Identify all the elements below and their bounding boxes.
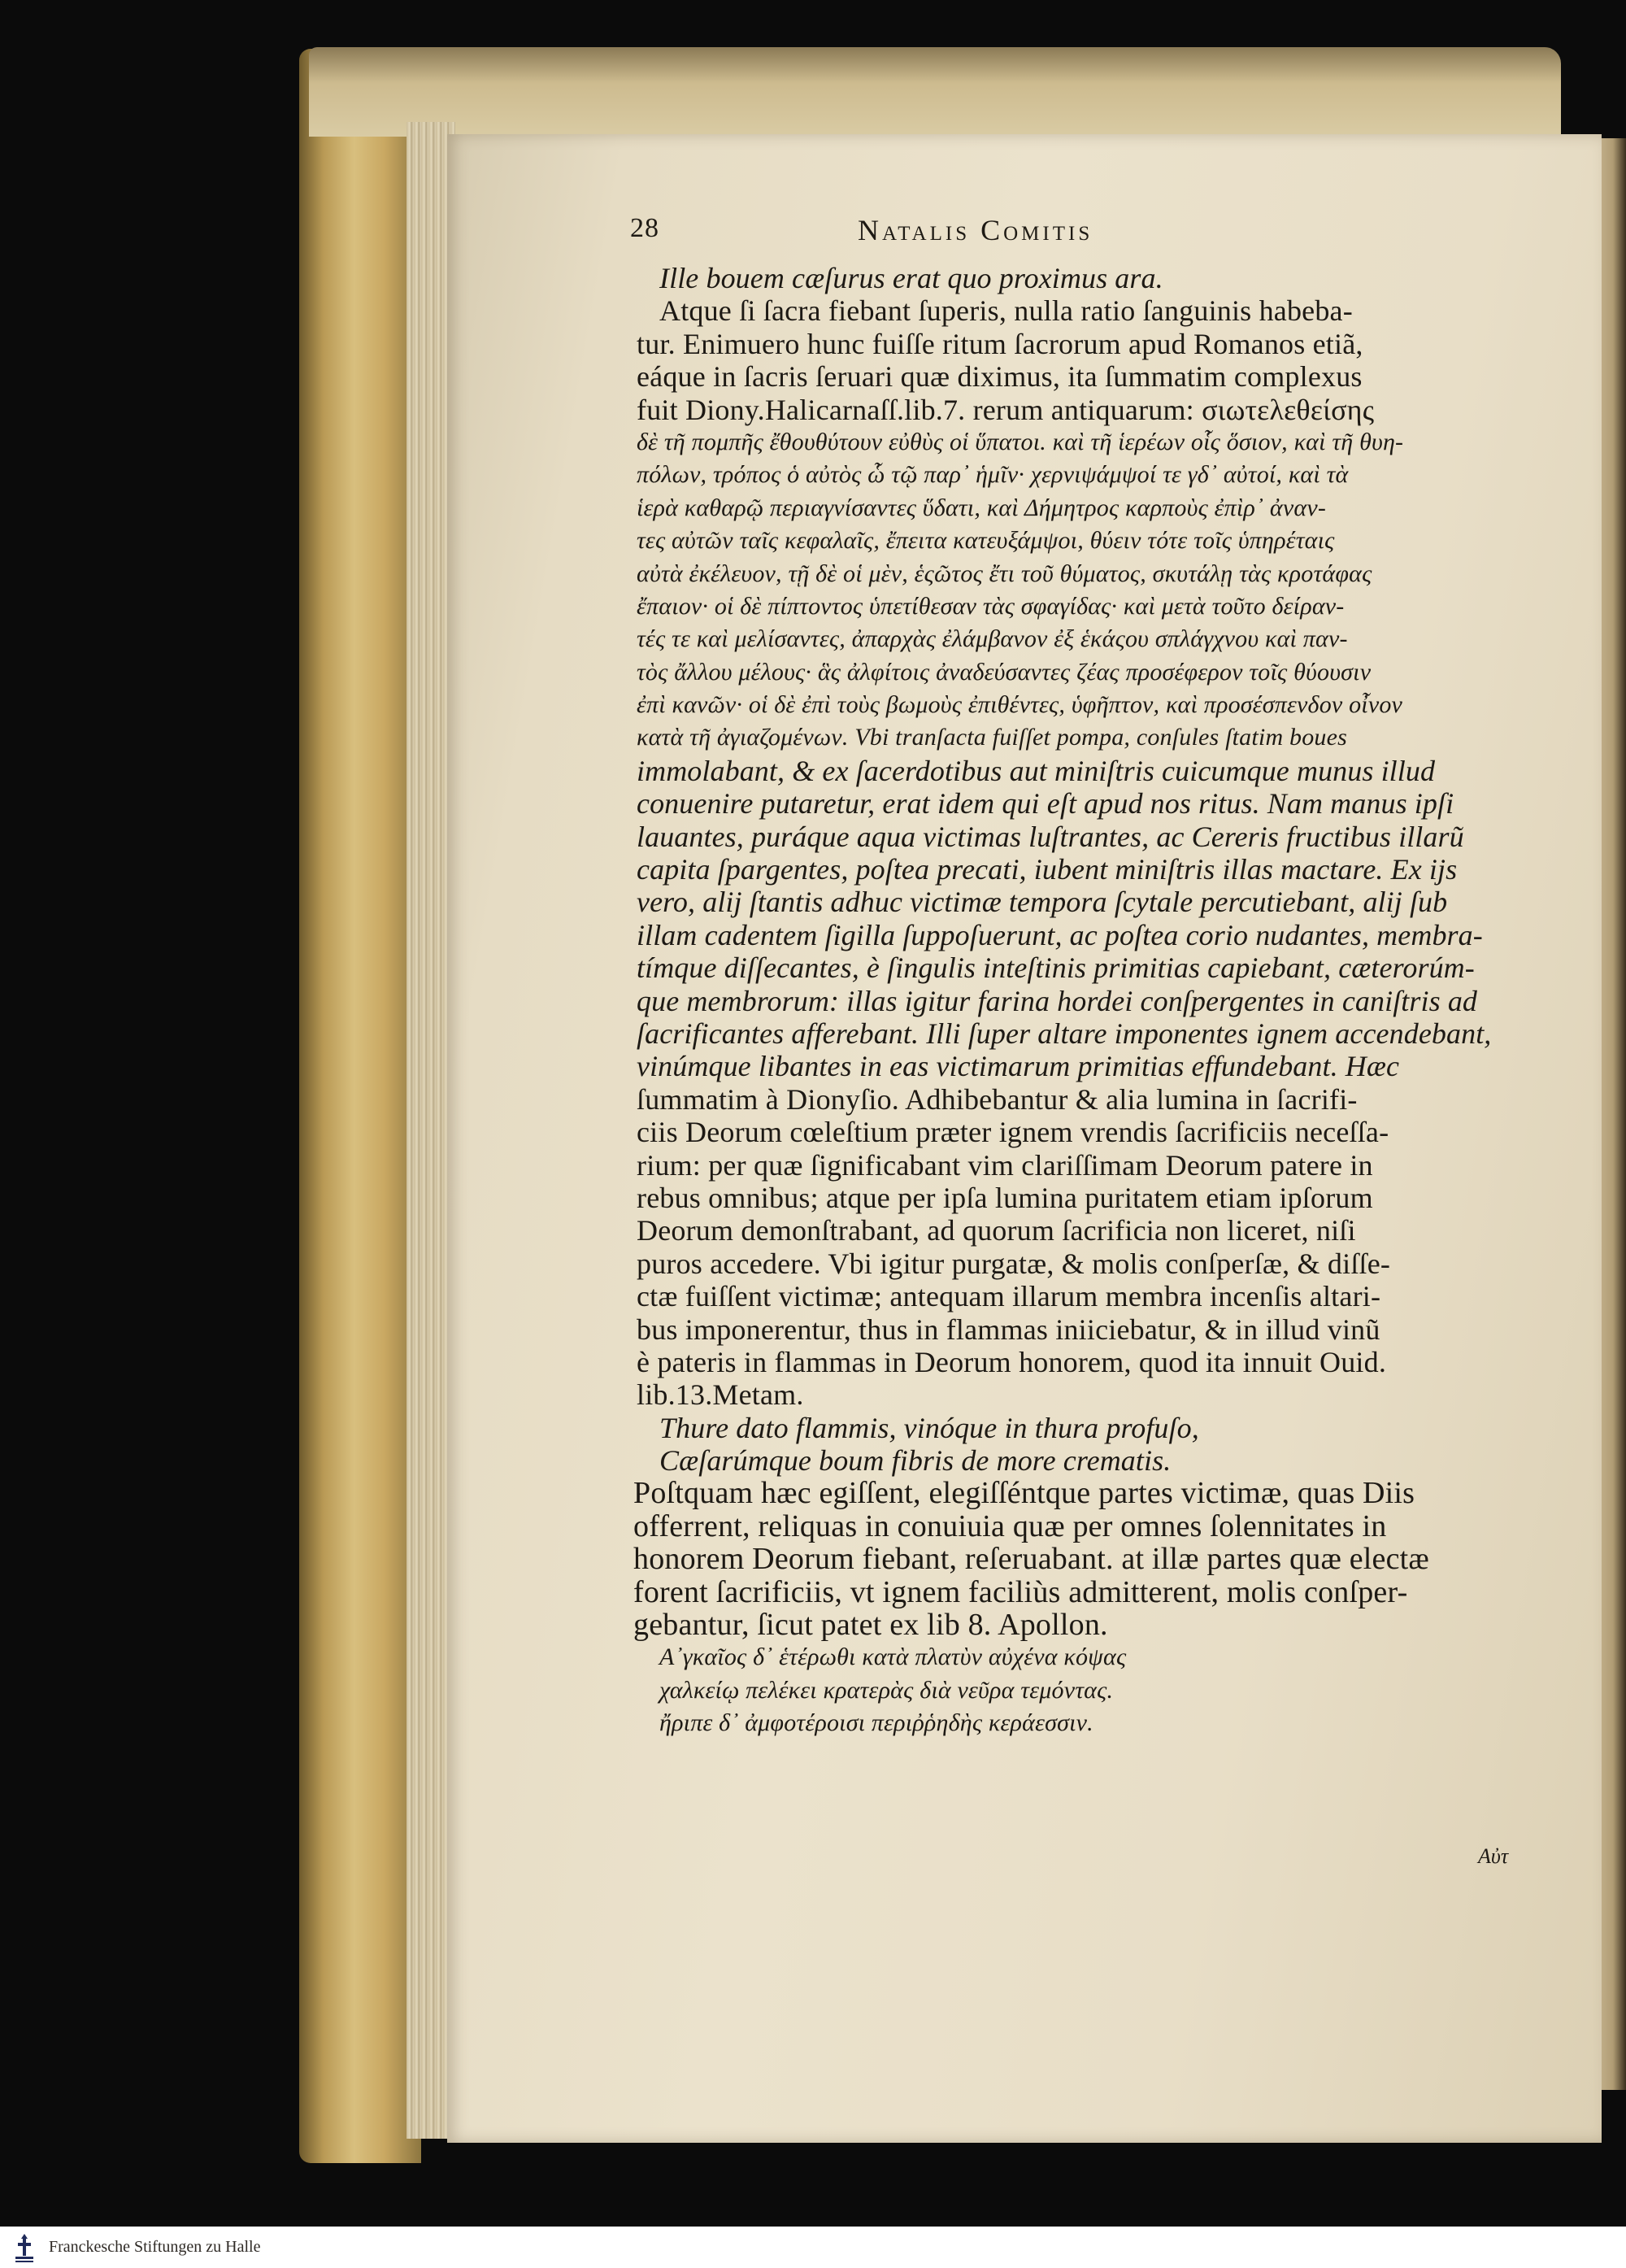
text-line: è pateris in flammas in Deorum honorem, quod ita innuit Ouid. [637, 1345, 1387, 1378]
text-line: illam cadentem ſigilla ſuppoſuerunt, ac poſtea corio nudantes, membra- [637, 918, 1483, 951]
text-line: ctæ fuiſſent victimæ; antequam illarum membra incenſis altari- [637, 1280, 1381, 1313]
text-line: gebantur, ſicut patet ex lib 8. Apollon. [633, 1608, 1108, 1643]
text-line: ἔπαιον· οἱ δὲ πίπτοντος ὑπετίθεσαν τὰς σφαγίδας· καὶ μετὰ τοῦτο δείραν- [637, 592, 1345, 620]
binding-vellum [299, 49, 421, 2163]
text-line: puros accedere. Vbi igitur purgatæ, & molis conſperſæ, & diſſe- [637, 1247, 1391, 1280]
text-line: δὲ τῆ πομπῆς ἔθουθύτουν εὐθὺς οἱ ὕπατοι. καὶ τῆ ἱερέων οἷς ὅσιον, καὶ τῆ θυη- [637, 428, 1404, 455]
text-line: ſummatim à Dionyſio. Adhibebantur & alia lumina in ſacrifi- [637, 1082, 1358, 1116]
text-line: eáque in ſacris ſeruari quæ diximus, ita ſummatim complexus [637, 360, 1363, 394]
text-line: forent ſacrificiis, vt ignem faciliùs admitterent, molis conſper- [633, 1574, 1408, 1609]
text-line: rebus omnibus; atque per ipſa lumina puritatem etiam ipſorum [637, 1181, 1373, 1214]
text-line: Cæſarúmque boum fibris de more crematis. [659, 1444, 1172, 1478]
text-line: offerrent, reliquas in conuiuia quæ per omnes ſolennitates in [633, 1508, 1387, 1543]
text-line: ἱερὰ καθαρῷ περιαγνίσαντες ὕδατι, καὶ Δήμητρος καρποὺς ἐπὶρ᾽ ἀναν- [637, 494, 1327, 521]
text-line: Thure dato flammis, vinóque in thura profuſo, [659, 1411, 1199, 1444]
text-line: τες αὐτῶν ταῖς κεφαλαῖς, ἔπειτα κατευξάμψοι, θύειν τότε τοῖς ὑπηρέταις [637, 527, 1335, 555]
text-line: Atque ſi ſacra fiebant ſuperis, nulla ratio ſanguinis habeba- [659, 294, 1353, 328]
text-line: vero, alij ſtantis adhuc victimæ tempora ſcytale percutiebant, alij ſub [637, 886, 1448, 919]
text-line: que membrorum: illas igitur farina hordei conſpergentes in caniſtris ad [637, 984, 1478, 1017]
text-line: immolabant, & ex ſacerdotibus aut miniſtris cuicumque munus illud [637, 754, 1436, 787]
text-line: vinúmque libantes in eas victimarum primitias effundebant. Hæc [637, 1050, 1400, 1083]
footer-institution: Franckesche Stiftungen zu Halle [49, 2238, 261, 2256]
franckesche-logo-icon [11, 2231, 37, 2264]
text-line: Poſtquam hæc egiſſent, elegiſſéntque partes victimæ, quas Diis [633, 1476, 1415, 1511]
text-line: conuenire putaretur, erat idem qui eſt apud nos ritus. Nam manus ipſi [637, 787, 1454, 821]
text-line: τές τε καὶ μελίσαντες, ἀπαρχὰς ἐλάμβανον ἐξ ἑκάςου σπλάγχνου καὶ παν- [637, 625, 1348, 653]
text-line: χαλκείῳ πελέκει κρατερὰς διὰ νεῦρα τεμόντας. [659, 1676, 1114, 1704]
text-line: αὐτὰ ἐκέλευον, τῇ δὲ οἱ μὲν, ἑςῶτος ἔτι τοῦ θύματος, σκυτάλῃ τὰς κροτάφας [637, 559, 1372, 587]
text-line: tímque diſſecantes, è ſingulis inteſtinis primitias capiebant, cæterorúm- [637, 951, 1475, 985]
text-line: Deorum demonſtrabant, ad quorum ſacrificia non liceret, niſi [637, 1214, 1356, 1247]
text-line: Ille bouem cæſurus erat quo proximus ara. [659, 262, 1163, 294]
text-line: fuit Diony.Halicarnaſſ.lib.7. rerum antiquarum: σιωτελεθείσης [637, 393, 1375, 426]
text-line: tur. Enimuero hunc fuiſſe ritum ſacrorum apud Romanos etiã, [637, 327, 1363, 360]
catchword: Αὐτ [1478, 1844, 1509, 1868]
binding-top-edge [309, 47, 1561, 137]
text-line: ἤριπε δ᾽ ἀμφοτέροισι περιῤῥηδὴς κεράεσσιν. [659, 1709, 1093, 1737]
page-header [630, 213, 1280, 254]
text-line: ciis Deorum cœleſtium præter ignem vrendis ſacrificiis neceſſa- [637, 1116, 1389, 1149]
text-line: κατὰ τῆ ἀγιαζομένων. Vbi tranſacta fuiſſet pompa, conſules ſtatim boues [637, 724, 1348, 751]
text-line: bus imponerentur, thus in flammas iniiciebatur, & in illud vinũ [637, 1312, 1380, 1346]
text-line: lib.13.Metam. [637, 1378, 804, 1412]
footer-bar [0, 2227, 1626, 2268]
text-line: τὸς ἄλλου μέλους· ἃς ἀλφίτοις ἀναδεύσαντες ζέας προσέφερον τοῖς θύουσιν [637, 658, 1372, 686]
text-line: lauantes, puráque aqua victimas luſtrantes, ac Cereris fructibus illarũ [637, 820, 1464, 853]
text-line: capita ſpargentes, poſtea precati, iubent miniſtris illas mactare. Ex ijs [637, 853, 1458, 886]
text-line: ἐπὶ κανῶν· οἱ δὲ ἐπὶ τοὺς βωμοὺς ἐπιθέντες, ὑφῆπτον, καὶ προσέσπενδον οἶνον [637, 691, 1403, 719]
page-number: 28 [630, 213, 659, 243]
page-text-block [633, 262, 1535, 1740]
text-line: ſacrificantes afferebant. Illi ſuper altare imponentes ignem accendebant, [637, 1016, 1492, 1050]
text-line: πόλων, τρόπος ὁ αὐτὸς ὧ τῷ παρ᾽ ἡμῖν· χερνιψάμψοί τε γδ᾽ αὐτοί, καὶ τὰ [637, 461, 1349, 489]
text-line: rium: per quæ ſignificabant vim clariſſimam Deorum patere in [637, 1148, 1373, 1182]
text-line: Α᾽γκαῖος δ᾽ ἑτέρωθι κατὰ πλατὺν αὐχένα κόψας [659, 1643, 1127, 1671]
running-title: Natalis Comitis [858, 214, 1093, 246]
text-line: honorem Deorum fiebant, reſeruabant. at illæ partes quæ electæ [633, 1542, 1429, 1577]
